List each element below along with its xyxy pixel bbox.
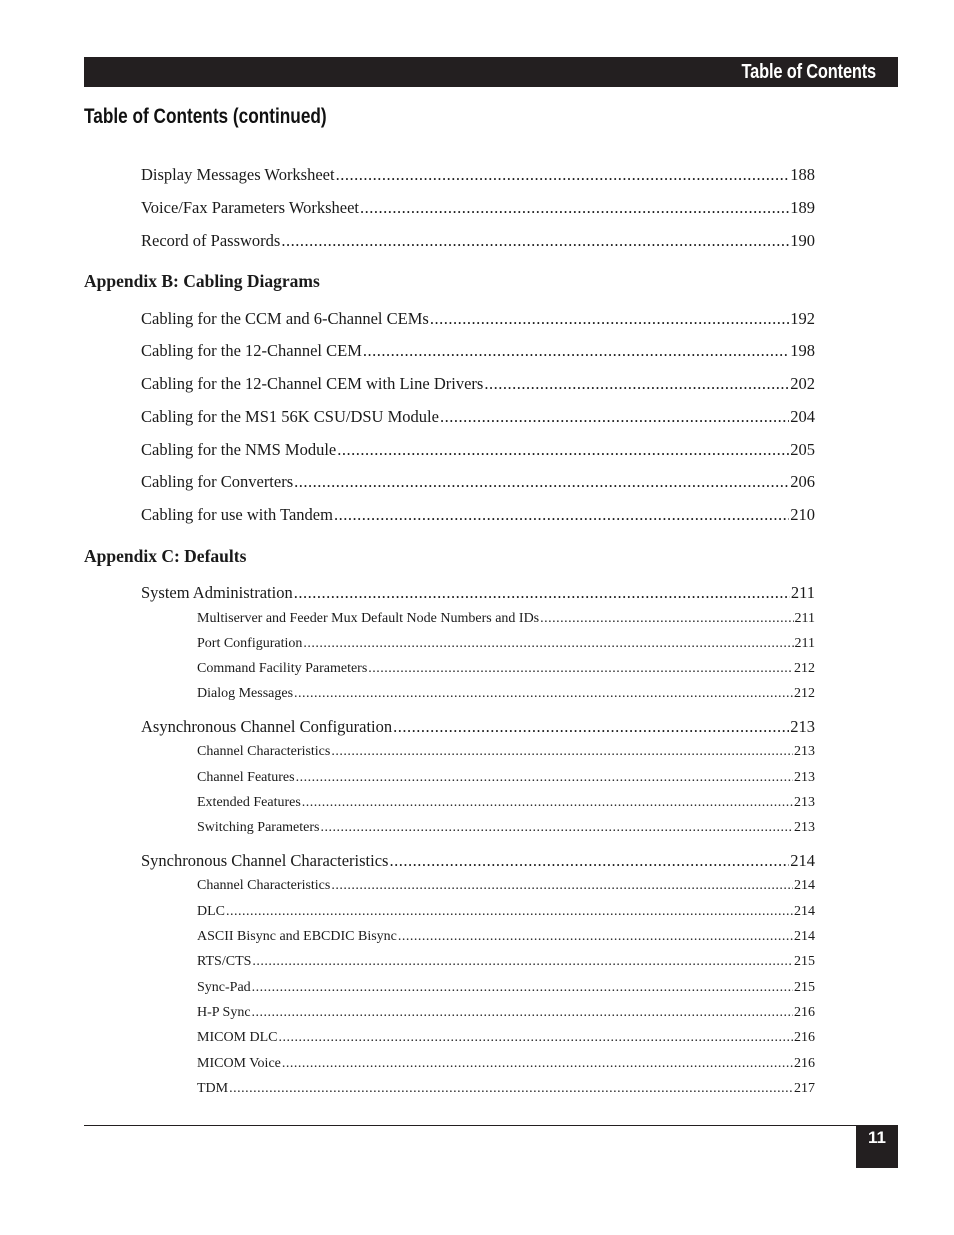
toc-subentry[interactable]: Extended Features ..... 213 [197,795,815,811]
toc-subentry[interactable]: Command Facility Parameters ..... 212 [197,661,815,677]
toc-entry[interactable]: Cabling for Converters ..... 206 [141,472,815,492]
toc-subentry[interactable]: MICOM Voice ..... 216 [197,1056,815,1072]
toc-entry[interactable]: Cabling for the CCM and 6-Channel CEMs ..... 192 [141,309,815,329]
toc-entry[interactable]: Cabling for the MS1 56K CSU/DSU Module ..... 204 [141,407,815,427]
toc-entry[interactable]: Record of Passwords ..... 190 [141,231,815,251]
toc-section[interactable]: System Administration ..... 211 [141,583,815,603]
toc-subentry[interactable]: Multiserver and Feeder Mux Default Node Numbers and IDs ..... 211 [197,611,815,627]
page-number: 11 [856,1125,898,1168]
toc-subentry[interactable]: DLC ..... 214 [197,904,815,920]
toc-entry[interactable]: Cabling for use with Tandem ..... 210 [141,505,815,525]
toc-subentry[interactable]: ASCII Bisync and EBCDIC Bisync ..... 214 [197,929,815,945]
toc-section[interactable]: Synchronous Channel Characteristics ..... 214 [141,851,815,871]
toc-subentry[interactable]: Channel Characteristics ..... 214 [197,878,815,894]
appendix-c-heading: Appendix C: Defaults [84,546,247,566]
toc-subentry[interactable]: Channel Characteristics ..... 213 [197,744,815,760]
toc-subentry[interactable]: RTS/CTS ..... 215 [197,954,815,970]
toc-entry[interactable]: Cabling for the NMS Module ..... 205 [141,440,815,460]
toc-entry[interactable]: Voice/Fax Parameters Worksheet ..... 189 [141,198,815,218]
header-title: Table of Contents [741,61,876,83]
appendix-b-heading: Appendix B: Cabling Diagrams [84,271,320,291]
header-bar [84,57,898,87]
toc-subentry[interactable]: TDM ..... 217 [197,1081,815,1097]
toc-entry[interactable]: Cabling for the 12-Channel CEM ..... 198 [141,341,815,361]
toc-subentry[interactable]: Switching Parameters ..... 213 [197,820,815,836]
toc-subentry[interactable]: H-P Sync ..... 216 [197,1005,815,1021]
toc-subentry[interactable]: Dialog Messages ..... 212 [197,686,815,702]
footer-rule [84,1125,898,1126]
toc-entry[interactable]: Cabling for the 12-Channel CEM with Line Drivers ..... 202 [141,374,815,394]
toc-entry[interactable]: Display Messages Worksheet ..... 188 [141,165,815,185]
toc-subentry[interactable]: Channel Features ..... 213 [197,770,815,786]
toc-subentry[interactable]: Port Configuration ..... 211 [197,636,815,652]
toc-subentry[interactable]: MICOM DLC ..... 216 [197,1030,815,1046]
toc-section[interactable]: Asynchronous Channel Configuration ..... 213 [141,717,815,737]
page-title: Table of Contents (continued) [84,105,327,128]
toc-subentry[interactable]: Sync-Pad ..... 215 [197,980,815,996]
